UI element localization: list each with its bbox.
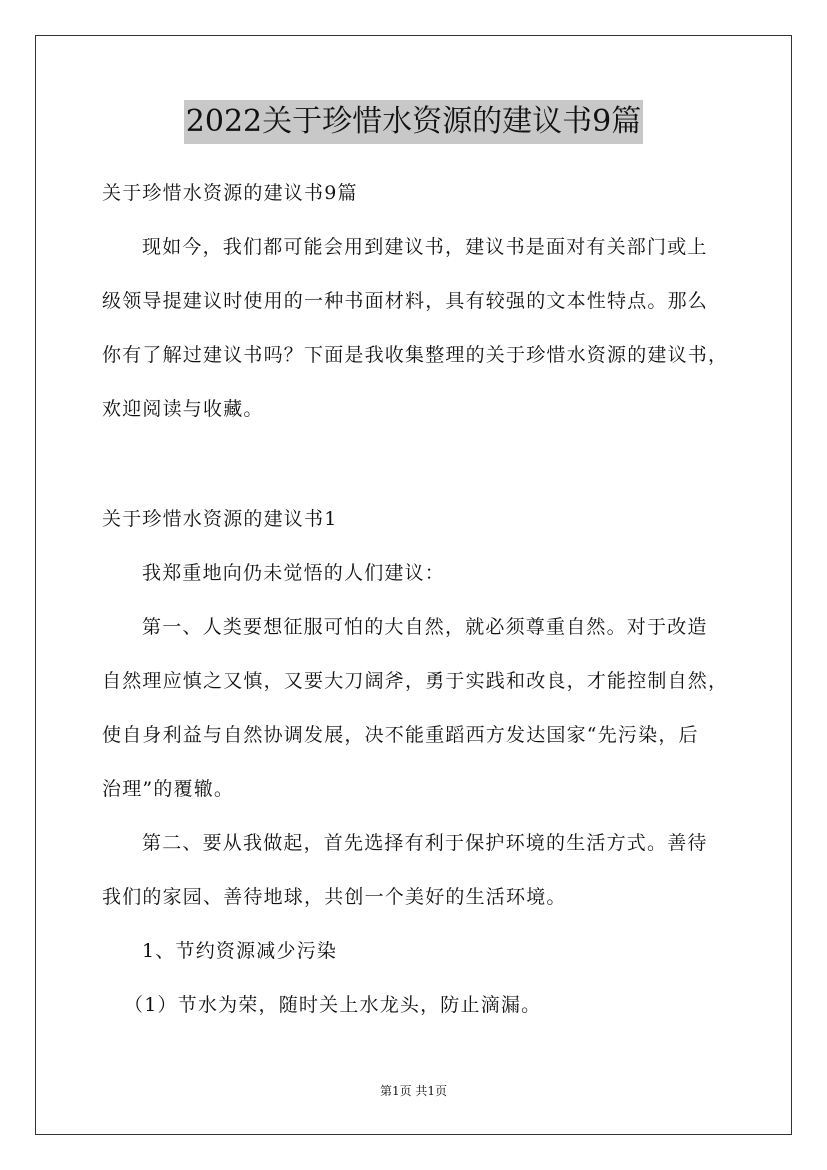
paragraph-line: 你有了解过建议书吗？下面是我收集整理的关于珍惜水资源的建议书， — [102, 344, 729, 366]
paragraph-line: 治理”的覆辙。 — [102, 778, 235, 800]
title-container — [0, 100, 827, 144]
paragraph-line: 我们的家园、善待地球，共创一个美好的生活环境。 — [102, 886, 567, 908]
paragraph-line: 自然理应慎之又慎，又要大刀阔斧，勇于实践和改良，才能控制自然， — [102, 670, 729, 692]
document-title: 2022关于珍惜水资源的建议书9篇 — [184, 100, 643, 144]
subtitle-line: 关于珍惜水资源的建议书9篇 — [102, 182, 358, 204]
page-footer — [0, 1083, 827, 1099]
paragraph-line: 级领导提建议时使用的一种书面材料，具有较强的文本性特点。那么 — [102, 290, 709, 312]
paragraph-line: 我郑重地向仍未觉悟的人们建议： — [142, 562, 446, 584]
section-heading: 关于珍惜水资源的建议书1 — [102, 508, 338, 530]
paragraph-line: 第一、人类要想征服可怕的大自然，就必须尊重自然。对于改造 — [142, 616, 708, 638]
page-number: 第1页 共1页 — [379, 1084, 448, 1098]
paragraph-line: 欢迎阅读与收藏。 — [102, 398, 264, 420]
list-item: （1）节水为荣，随时关上水龙头，防止滴漏。 — [124, 994, 542, 1016]
list-item: 1、节约资源减少污染 — [142, 940, 338, 962]
paragraph-line: 第二、要从我做起，首先选择有利于保护环境的生活方式。善待 — [142, 832, 708, 854]
paragraph-line: 使自身利益与自然协调发展，决不能重蹈西方发达国家“先污染，后 — [102, 724, 699, 746]
paragraph-line: 现如今，我们都可能会用到建议书，建议书是面对有关部门或上 — [142, 236, 708, 258]
